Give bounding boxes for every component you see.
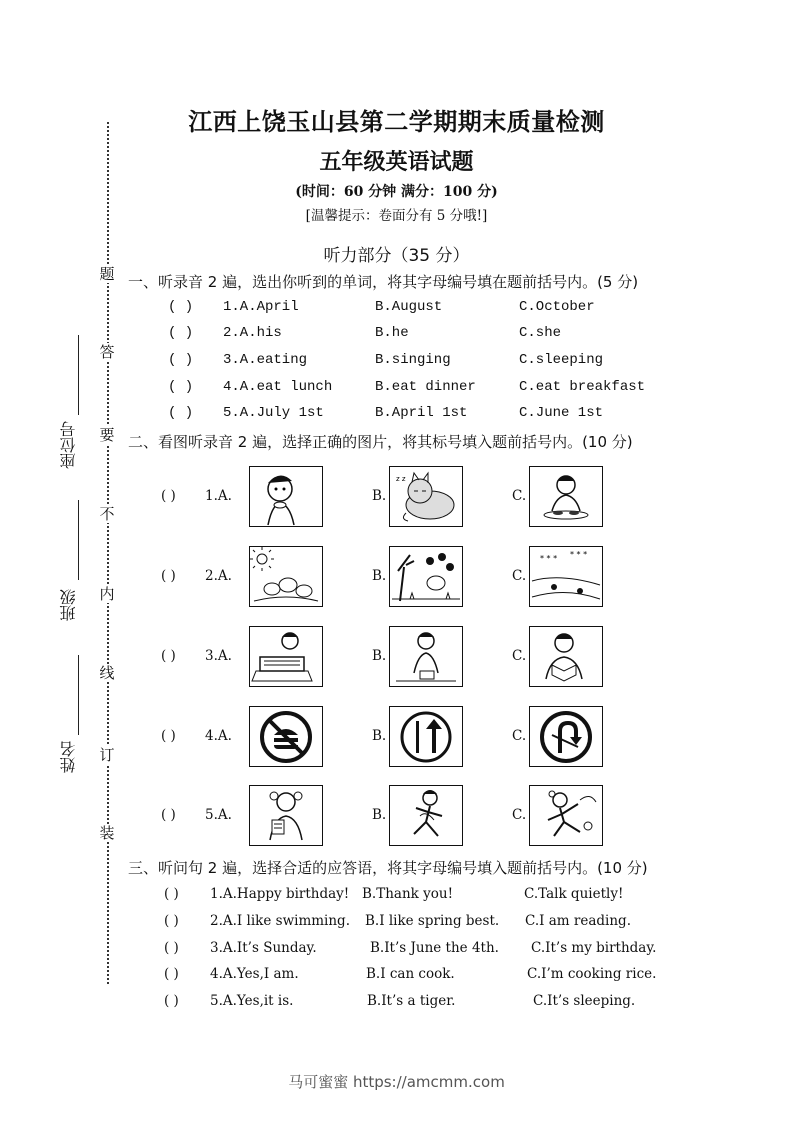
answer-bracket[interactable]: ( )	[161, 728, 176, 744]
class-blank[interactable]	[78, 500, 79, 580]
option-b-label: B.	[372, 568, 387, 584]
name-blank[interactable]	[78, 655, 79, 735]
svg-text:* * *: * * *	[570, 550, 588, 559]
option-b: B.I like spring best.	[365, 913, 500, 929]
answer-bracket[interactable]: ( )	[168, 379, 194, 395]
boy-eating-breakfast-icon[interactable]	[529, 466, 603, 527]
option-b: B.August	[375, 299, 443, 315]
option-b: B.I can cook.	[366, 966, 455, 982]
exam-tip: [温馨提示：卷面分有 5 分哦!]	[305, 208, 488, 224]
option-b: B.eat dinner	[375, 379, 476, 395]
answer-bracket[interactable]: ( )	[164, 966, 179, 982]
seat-number-label: 座位号	[59, 421, 78, 469]
option-a-label: 2.A.	[205, 568, 232, 584]
binding-char: 题	[96, 265, 118, 283]
answer-bracket[interactable]: ( )	[164, 993, 179, 1009]
option-c: C.I’m cooking rice.	[527, 966, 657, 982]
girl-playing-icon[interactable]	[529, 785, 603, 846]
binding-char: 要	[96, 426, 118, 444]
option-b: B.Thank you!	[362, 886, 453, 902]
answer-bracket[interactable]: ( )	[161, 648, 176, 664]
option-c-label: C.	[512, 488, 527, 504]
option-c-label: C.	[512, 568, 527, 584]
spring-garden-icon[interactable]	[389, 546, 463, 607]
option-a: 2.A.I like swimming.	[210, 913, 350, 929]
option-b-label: B.	[372, 488, 387, 504]
option-c: C.June 1st	[519, 405, 604, 421]
no-u-turn-sign-icon[interactable]	[529, 706, 603, 767]
answer-bracket[interactable]: ( )	[161, 807, 176, 823]
option-c: C.she	[519, 325, 562, 341]
binding-char: 装	[96, 824, 118, 842]
sleeping-cat-icon[interactable]	[389, 466, 463, 527]
svg-text:* * *: * * *	[540, 554, 558, 563]
answer-bracket[interactable]: ( )	[168, 352, 194, 368]
winter-snow-icon[interactable]	[529, 546, 603, 607]
option-b: B.singing	[375, 352, 451, 368]
option-b-label: B.	[372, 807, 387, 823]
option-a-label: 3.A.	[205, 648, 232, 664]
option-a-label: 4.A.	[205, 728, 232, 744]
exam-subtitle: 五年级英语试题	[319, 150, 474, 175]
option-c: C.Talk quietly!	[524, 886, 624, 902]
answer-bracket[interactable]: ( )	[164, 913, 179, 929]
answer-bracket[interactable]: ( )	[168, 299, 194, 315]
option-c: C.sleeping	[519, 352, 604, 368]
boy-cooking-icon[interactable]	[389, 626, 463, 687]
answer-bracket[interactable]: ( )	[168, 405, 194, 421]
exam-title: 江西上饶玉山县第二学期期末质量检测	[188, 108, 605, 136]
option-a: 4.A.Yes,I am.	[210, 966, 299, 982]
option-c: C.It’s my birthday.	[531, 940, 657, 956]
seat-number-blank[interactable]	[78, 335, 79, 415]
option-b: B.April 1st	[375, 405, 468, 421]
class-label: 班级	[59, 589, 78, 621]
answer-bracket[interactable]: ( )	[164, 940, 179, 956]
boy-eating-icon[interactable]	[249, 466, 323, 527]
part1-heading: 一、听录音 2 遍，选出你听到的单词，将其字母编号填在题前括号内。(5 分)	[128, 273, 639, 291]
binding-line	[107, 122, 109, 984]
one-way-sign-icon[interactable]	[389, 706, 463, 767]
option-c-label: C.	[512, 728, 527, 744]
option-a-label: 1.A.	[205, 488, 232, 504]
no-food-sign-icon[interactable]	[249, 706, 323, 767]
option-b-label: B.	[372, 648, 387, 664]
exam-meta: (时间：60 分钟 满分：100 分)	[295, 184, 498, 200]
name-label: 姓名	[59, 741, 78, 773]
option-a-label: 5.A.	[205, 807, 232, 823]
boy-reading-icon[interactable]	[529, 626, 603, 687]
answer-bracket[interactable]: ( )	[161, 568, 176, 584]
option-b: B.It’s a tiger.	[367, 993, 456, 1009]
girl-running-icon[interactable]	[389, 785, 463, 846]
option-a: 5.A.Yes,it is.	[210, 993, 294, 1009]
binding-char: 答	[96, 343, 118, 361]
option-a: 5.A.July 1st	[223, 405, 324, 421]
option-a: 2.A.his	[223, 325, 282, 341]
binding-char: 线	[96, 664, 118, 682]
part3-heading: 三、听问句 2 遍，选择合适的应答语，将其字母编号填入题前括号内。(10 分)	[128, 859, 648, 877]
answer-bracket[interactable]: ( )	[161, 488, 176, 504]
option-a: 1.A.April	[223, 299, 299, 315]
answer-bracket[interactable]: ( )	[164, 886, 179, 902]
section-title: 听力部分（35 分）	[323, 246, 470, 266]
option-c: C.eat breakfast	[519, 379, 646, 395]
option-c-label: C.	[512, 807, 527, 823]
option-c: C.It’s sleeping.	[533, 993, 636, 1009]
option-a: 1.A.Happy birthday!	[210, 886, 350, 902]
option-c: C.October	[519, 299, 595, 315]
girl-reading-icon[interactable]	[249, 785, 323, 846]
binding-char: 不	[96, 505, 118, 523]
option-c: C.I am reading.	[525, 913, 631, 929]
part2-heading: 二、看图听录音 2 遍，选择正确的图片，将其标号填入题前括号内。(10 分)	[128, 433, 633, 451]
option-b-label: B.	[372, 728, 387, 744]
option-b: B.It’s June the 4th.	[370, 940, 499, 956]
boy-at-computer-icon[interactable]	[249, 626, 323, 687]
footer-watermark: 马可蜜蜜 https://amcmm.com	[288, 1073, 505, 1091]
binding-char: 内	[96, 585, 118, 603]
answer-bracket[interactable]: ( )	[168, 325, 194, 341]
summer-flowers-icon[interactable]	[249, 546, 323, 607]
binding-char: 订	[96, 746, 118, 764]
option-a: 3.A.eating	[223, 352, 308, 368]
option-b: B.he	[375, 325, 409, 341]
option-c-label: C.	[512, 648, 527, 664]
option-a: 4.A.eat lunch	[223, 379, 333, 395]
option-a: 3.A.It’s Sunday.	[210, 940, 317, 956]
svg-text:z z: z z	[396, 475, 406, 483]
